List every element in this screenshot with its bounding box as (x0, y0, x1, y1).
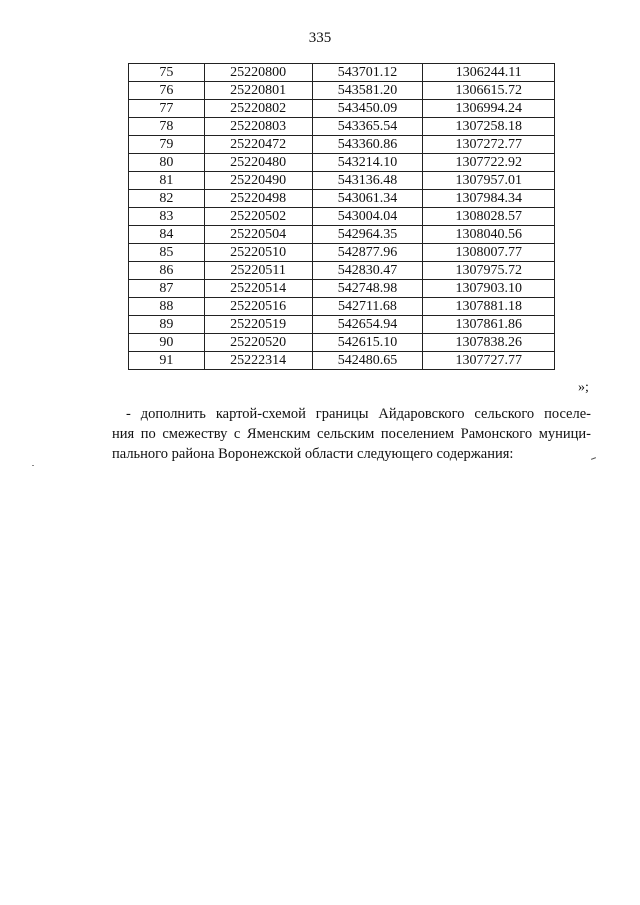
x-coordinate-cell: 542480.65 (312, 352, 423, 370)
y-coordinate-cell: 1307903.10 (423, 280, 555, 298)
table-row (129, 64, 555, 82)
x-coordinate-cell: 542748.98 (312, 280, 423, 298)
paragraph-line: - дополнить картой-схемой границы Айдаровского сельского поселе- (126, 406, 591, 422)
table-row (129, 82, 555, 100)
table-row (129, 334, 555, 352)
x-coordinate-cell: 543214.10 (312, 154, 423, 172)
point-number-cell: 75 (129, 64, 205, 82)
x-coordinate-cell: 543004.04 (312, 208, 423, 226)
point-id-cell: 25222314 (204, 352, 312, 370)
point-id-cell: 25220510 (204, 244, 312, 262)
table-row (129, 154, 555, 172)
table-row (129, 352, 555, 370)
x-coordinate-cell: 542654.94 (312, 316, 423, 334)
page-number: 335 (308, 30, 332, 46)
y-coordinate-cell: 1306994.24 (423, 100, 555, 118)
point-id-cell: 25220472 (204, 136, 312, 154)
y-coordinate-cell: 1307984.34 (423, 190, 555, 208)
y-coordinate-cell: 1307258.18 (423, 118, 555, 136)
point-number-cell: 78 (129, 118, 205, 136)
point-id-cell: 25220516 (204, 298, 312, 316)
table-row (129, 244, 555, 262)
y-coordinate-cell: 1307861.86 (423, 316, 555, 334)
point-number-cell: 85 (129, 244, 205, 262)
point-number-cell: 89 (129, 316, 205, 334)
point-id-cell: 25220803 (204, 118, 312, 136)
y-coordinate-cell: 1307722.92 (423, 154, 555, 172)
point-number-cell: 81 (129, 172, 205, 190)
y-coordinate-cell: 1308028.57 (423, 208, 555, 226)
point-id-cell: 25220498 (204, 190, 312, 208)
coordinates-table (128, 63, 555, 370)
paragraph-line: ния по смежеству с Яменским сельским поселением Рамонского муници- (112, 426, 591, 442)
point-number-cell: 79 (129, 136, 205, 154)
y-coordinate-cell: 1308007.77 (423, 244, 555, 262)
y-coordinate-cell: 1307881.18 (423, 298, 555, 316)
table-row (129, 118, 555, 136)
point-id-cell: 25220801 (204, 82, 312, 100)
point-id-cell: 25220511 (204, 262, 312, 280)
point-id-cell: 25220490 (204, 172, 312, 190)
point-number-cell: 86 (129, 262, 205, 280)
point-id-cell: 25220800 (204, 64, 312, 82)
x-coordinate-cell: 542830.47 (312, 262, 423, 280)
point-number-cell: 84 (129, 226, 205, 244)
x-coordinate-cell: 543360.86 (312, 136, 423, 154)
closing-quote-mark: »; (578, 380, 589, 395)
point-number-cell: 80 (129, 154, 205, 172)
x-coordinate-cell: 542711.68 (312, 298, 423, 316)
point-number-cell: 82 (129, 190, 205, 208)
amendment-paragraph (112, 404, 591, 464)
point-number-cell: 88 (129, 298, 205, 316)
x-coordinate-cell: 542615.10 (312, 334, 423, 352)
table-row (129, 190, 555, 208)
table-row (129, 280, 555, 298)
point-number-cell: 91 (129, 352, 205, 370)
table-row (129, 262, 555, 280)
point-number-cell: 83 (129, 208, 205, 226)
y-coordinate-cell: 1306615.72 (423, 82, 555, 100)
point-id-cell: 25220520 (204, 334, 312, 352)
y-coordinate-cell: 1308040.56 (423, 226, 555, 244)
paragraph-line: пального района Воронежской области следующего содержания: (112, 446, 514, 462)
point-id-cell: 25220502 (204, 208, 312, 226)
point-number-cell: 77 (129, 100, 205, 118)
y-coordinate-cell: 1307957.01 (423, 172, 555, 190)
x-coordinate-cell: 543136.48 (312, 172, 423, 190)
table-row (129, 100, 555, 118)
point-number-cell: 76 (129, 82, 205, 100)
y-coordinate-cell: 1307975.72 (423, 262, 555, 280)
y-coordinate-cell: 1307272.77 (423, 136, 555, 154)
table-row (129, 298, 555, 316)
coordinates-table-body (129, 64, 555, 370)
point-id-cell: 25220480 (204, 154, 312, 172)
table-row (129, 226, 555, 244)
point-id-cell: 25220519 (204, 316, 312, 334)
table-row (129, 316, 555, 334)
y-coordinate-cell: 1307727.77 (423, 352, 555, 370)
table-row (129, 208, 555, 226)
x-coordinate-cell: 543365.54 (312, 118, 423, 136)
point-number-cell: 90 (129, 334, 205, 352)
point-number-cell: 87 (129, 280, 205, 298)
scan-speck (32, 465, 34, 466)
x-coordinate-cell: 542964.35 (312, 226, 423, 244)
scan-speck (591, 457, 596, 460)
x-coordinate-cell: 543450.09 (312, 100, 423, 118)
table-row (129, 172, 555, 190)
x-coordinate-cell: 543581.20 (312, 82, 423, 100)
table-row (129, 136, 555, 154)
x-coordinate-cell: 543701.12 (312, 64, 423, 82)
y-coordinate-cell: 1307838.26 (423, 334, 555, 352)
point-id-cell: 25220802 (204, 100, 312, 118)
point-id-cell: 25220504 (204, 226, 312, 244)
x-coordinate-cell: 543061.34 (312, 190, 423, 208)
point-id-cell: 25220514 (204, 280, 312, 298)
y-coordinate-cell: 1306244.11 (423, 64, 555, 82)
x-coordinate-cell: 542877.96 (312, 244, 423, 262)
